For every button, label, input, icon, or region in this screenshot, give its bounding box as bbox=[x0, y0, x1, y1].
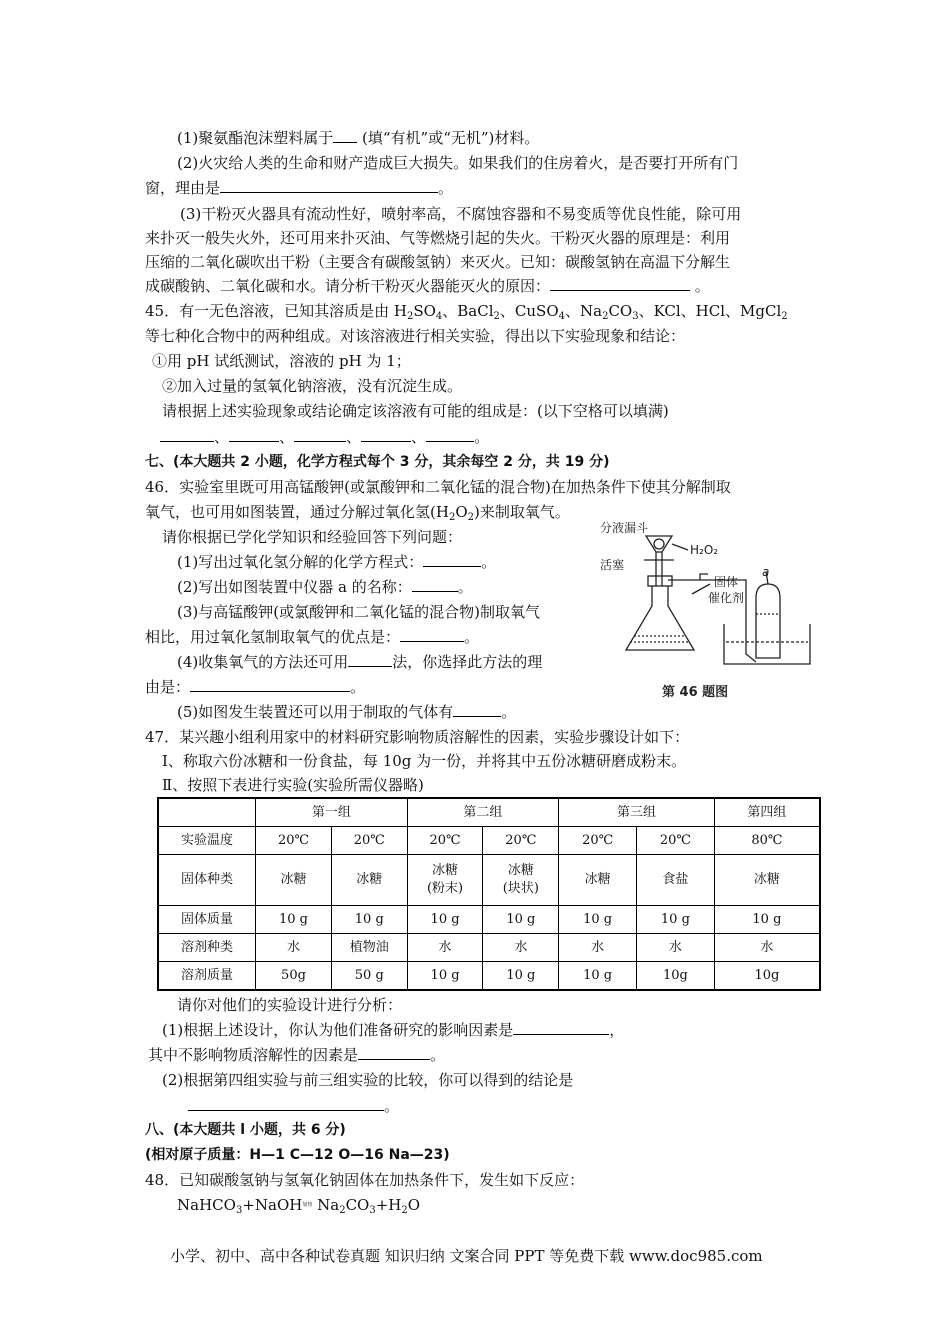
table-cell: 冰糖 bbox=[559, 855, 637, 906]
page-footer: 小学、初中、高中各种试卷真题 知识归纳 文案合同 PPT 等免费下载 www.doc985.com bbox=[170, 1247, 763, 1265]
row-label: 溶剂质量 bbox=[158, 962, 256, 991]
table-cell: 10 g bbox=[256, 906, 332, 934]
q45-line1: 45．有一无色溶液，已知其溶质是由 $H_2SO_4$、BaCl$_2$、CuSO$_4$、$Na_2CO_3$、KCl、HCl、MgCl$_2$ bbox=[145, 302, 788, 322]
table-cell: 50 g bbox=[331, 962, 407, 991]
q44-part3-line2: 来扑灭一般失火外，还可用来扑灭油、气等燃烧引起的失火。干粉灭火器的原理是：利用 bbox=[145, 229, 731, 247]
table-cell: 10g bbox=[714, 962, 820, 991]
answer-blank[interactable] bbox=[229, 427, 279, 442]
q46-sub3-line1: (3)与高锰酸钾(或氯酸钾和二氧化锰的混合物)制取氧气 bbox=[177, 603, 540, 621]
table-cell: 20℃ bbox=[331, 827, 407, 855]
reaction-condition: 加热 bbox=[302, 1202, 313, 1208]
answer-blank[interactable] bbox=[423, 552, 481, 567]
table-cell: 20℃ bbox=[559, 827, 637, 855]
table-cell: 水 bbox=[483, 934, 559, 962]
atomic-masses: (相对原子质量：H—1 C—12 O—16 Na—23) bbox=[145, 1147, 450, 1163]
table-cell: 50g bbox=[256, 962, 332, 991]
section-7-heading: 七、(本大题共 2 小题，化学方程式每个 3 分，其余每空 2 分，共 19 分) bbox=[145, 454, 610, 470]
table-cell: 植物油 bbox=[331, 934, 407, 962]
table-cell: 食盐 bbox=[637, 855, 715, 906]
table-row bbox=[158, 962, 820, 991]
q47-analysis1-line1: (1)根据上述设计，你认为他们准备研究的影响因素是 ， bbox=[162, 1021, 625, 1039]
answer-blank[interactable] bbox=[513, 1020, 609, 1035]
table-row bbox=[158, 906, 820, 934]
q46-sub4-line2: 由是： 。 bbox=[145, 678, 366, 696]
answer-blank[interactable] bbox=[550, 276, 690, 291]
table-row bbox=[158, 934, 820, 962]
q46-sub4-line1: (4)收集氧气的方法还可用 法，你选择此方法的理 bbox=[177, 653, 543, 671]
answer-blank[interactable] bbox=[188, 1096, 384, 1111]
answer-blank[interactable] bbox=[358, 1045, 430, 1060]
table-cell: 10 g bbox=[483, 906, 559, 934]
table-cell: 10 g bbox=[407, 962, 483, 991]
q44-part3-line1: (3)干粉灭火器具有流动性好，喷射率高，不腐蚀容器和不易变质等优良性能，除可用 bbox=[180, 205, 742, 223]
q47-step1: Ⅰ、称取六份冰糖和一份食盐，每 10g 为一份，并将其中五份冰糖研磨成粉末。 bbox=[162, 752, 687, 770]
row-label: 固体质量 bbox=[158, 906, 256, 934]
table-cell: 水 bbox=[407, 934, 483, 962]
table-cell: 10 g bbox=[559, 962, 637, 991]
figure-caption: 第 46 题图 bbox=[662, 685, 729, 700]
q44-part2-line2: 窗，理由是 。 bbox=[145, 179, 454, 197]
table-cell: 20℃ bbox=[637, 827, 715, 855]
funnel-ball bbox=[654, 539, 664, 549]
group-header: 第三组 bbox=[559, 798, 715, 827]
table-cell: 10 g bbox=[331, 906, 407, 934]
table-cell: 水 bbox=[559, 934, 637, 962]
stopper bbox=[648, 576, 672, 586]
answer-blank[interactable] bbox=[426, 427, 474, 442]
q47-analysis2-line1: (2)根据第四组实验与前三组实验的比较，你可以得到的结论是 bbox=[162, 1071, 574, 1089]
table-cell: 10 g bbox=[559, 906, 637, 934]
answer-blank[interactable] bbox=[348, 652, 392, 667]
q46-sub5: (5)如图发生装置还可以用于制取的气体有 。 bbox=[177, 703, 517, 721]
answer-blank[interactable] bbox=[412, 577, 458, 592]
row-label: 溶剂种类 bbox=[158, 934, 256, 962]
q44-part3-line3: 压缩的二氧化碳吹出干粉（主要含有碳酸氢钠）来灭火。已知：碳酸氢钠在高温下分解生 bbox=[145, 253, 731, 271]
table-header-row bbox=[158, 798, 820, 827]
q47-step2: Ⅱ、按照下表进行实验(实验所需仪器略) bbox=[162, 776, 424, 794]
q46-line1: 46．实验室里既可用高锰酸钾(或氯酸钾和二氧化锰的混合物)在加热条件下使其分解制取 bbox=[145, 478, 731, 496]
table-cell: 20℃ bbox=[483, 827, 559, 855]
q46-sub2: (2)写出如图装置中仪器 a 的名称： 。 bbox=[177, 578, 473, 596]
q46-sub3-line2: 相比，用过氧化氢制取氧气的优点是： 。 bbox=[145, 628, 480, 646]
label-separatory-funnel: 分液漏斗 bbox=[600, 521, 649, 535]
group-header: 第一组 bbox=[256, 798, 408, 827]
table-cell: 冰糖 bbox=[714, 855, 820, 906]
table-cell: 水 bbox=[256, 934, 332, 962]
table-cell: 20℃ bbox=[407, 827, 483, 855]
q45-answer-blanks: 、 、 、 、 。 bbox=[160, 427, 489, 447]
gas-collecting-bottle-a bbox=[756, 584, 780, 658]
answer-blank[interactable] bbox=[294, 427, 346, 442]
answer-blank[interactable] bbox=[160, 427, 214, 442]
table-cell: 冰糖 (粉末) bbox=[407, 855, 483, 906]
table-row bbox=[158, 827, 820, 855]
q47-analysis-intro: 请你对他们的实验设计进行分析： bbox=[177, 996, 403, 1014]
conical-flask bbox=[626, 586, 694, 650]
table-cell: 水 bbox=[637, 934, 715, 962]
table-cell: 10 g bbox=[714, 906, 820, 934]
label-stopcock: 活塞 bbox=[600, 558, 625, 572]
q48-line1: 48．已知碳酸氢钠与氢氧化钠固体在加热条件下，发生如下反应： bbox=[145, 1171, 585, 1189]
table-cell: 10 g bbox=[407, 906, 483, 934]
label-solid: 固体 bbox=[714, 575, 739, 589]
q46-sub1: (1)写出过氧化氢分解的化学方程式： 。 bbox=[177, 553, 497, 571]
q45-line2: 等七种化合物中的两种组成。对该溶液进行相关实验，得出以下实验现象和结论： bbox=[145, 327, 686, 345]
q47-analysis2-line2: 。 bbox=[188, 1096, 399, 1116]
q46-line3: 请你根据已学化学知识和经验回答下列问题： bbox=[162, 528, 463, 546]
q46-apparatus-figure bbox=[596, 514, 814, 704]
q44-part2-line1: (2)火灾给人类的生命和财产造成巨大损失。如果我们的住房着火，是否要打开所有门 bbox=[177, 154, 739, 172]
answer-blank[interactable] bbox=[220, 178, 438, 193]
q45-condition2: ②加入过量的氢氧化钠溶液，没有沉淀生成。 bbox=[162, 377, 463, 395]
answer-blank[interactable] bbox=[400, 627, 464, 642]
label-catalyst: 催化剂 bbox=[708, 591, 745, 605]
q47-analysis1-line2: 其中不影响物质溶解性的因素是 。 bbox=[148, 1046, 446, 1064]
group-header: 第二组 bbox=[407, 798, 559, 827]
group-header: 第四组 bbox=[714, 798, 820, 827]
table-cell: 20℃ bbox=[256, 827, 332, 855]
table-corner bbox=[158, 798, 256, 827]
table-cell: 冰糖 (块状) bbox=[483, 855, 559, 906]
table-cell: 冰糖 bbox=[256, 855, 332, 906]
table-cell: 10 g bbox=[637, 906, 715, 934]
table-cell: 10g bbox=[637, 962, 715, 991]
q44-part1: (1)聚氨酯泡沫塑料属于 (填“有机”或“无机”)材料。 bbox=[177, 129, 540, 147]
q46-line2: 氧气，也可用如图装置，通过分解过氧化氢$(H_2O_2)$来制取氧气。 bbox=[145, 503, 570, 523]
table-cell: 10 g bbox=[483, 962, 559, 991]
q45-condition1: ①用 pH 试纸测试，溶液的 pH 为 1； bbox=[152, 352, 411, 370]
q44-part3-line4: 成碳酸钠、二氧化碳和水。请分析干粉灭火器能灭火的原因： 。 bbox=[145, 277, 710, 295]
label-h2o2: H₂O₂ bbox=[690, 543, 719, 557]
section-8-heading: 八、(本大题共 l 小题，共 6 分) bbox=[145, 1122, 346, 1138]
answer-blank[interactable] bbox=[190, 677, 350, 692]
table-cell: 冰糖 bbox=[331, 855, 407, 906]
table-cell: 80℃ bbox=[714, 827, 820, 855]
row-label: 实验温度 bbox=[158, 827, 256, 855]
delivery-tube bbox=[668, 574, 756, 662]
table-cell: 水 bbox=[714, 934, 820, 962]
label-a: a bbox=[762, 565, 770, 579]
q47-line1: 47．某兴趣小组利用家中的材料研究影响物质溶解性的因素，实验步骤设计如下： bbox=[145, 728, 690, 746]
answer-blank[interactable] bbox=[453, 702, 501, 717]
row-label: 固体种类 bbox=[158, 855, 256, 906]
experiment-table bbox=[157, 797, 821, 991]
answer-blank[interactable] bbox=[333, 128, 357, 143]
answer-blank[interactable] bbox=[361, 427, 411, 442]
q48-equation: NaHCO$_3$+NaOH$^{加热}$ $Na_2CO_3+H_2O$ bbox=[177, 1196, 421, 1216]
q45-question: 请根据上述实验现象或结论确定该溶液有可能的组成是：(以下空格可以填满) bbox=[162, 402, 669, 420]
table-row bbox=[158, 855, 820, 906]
